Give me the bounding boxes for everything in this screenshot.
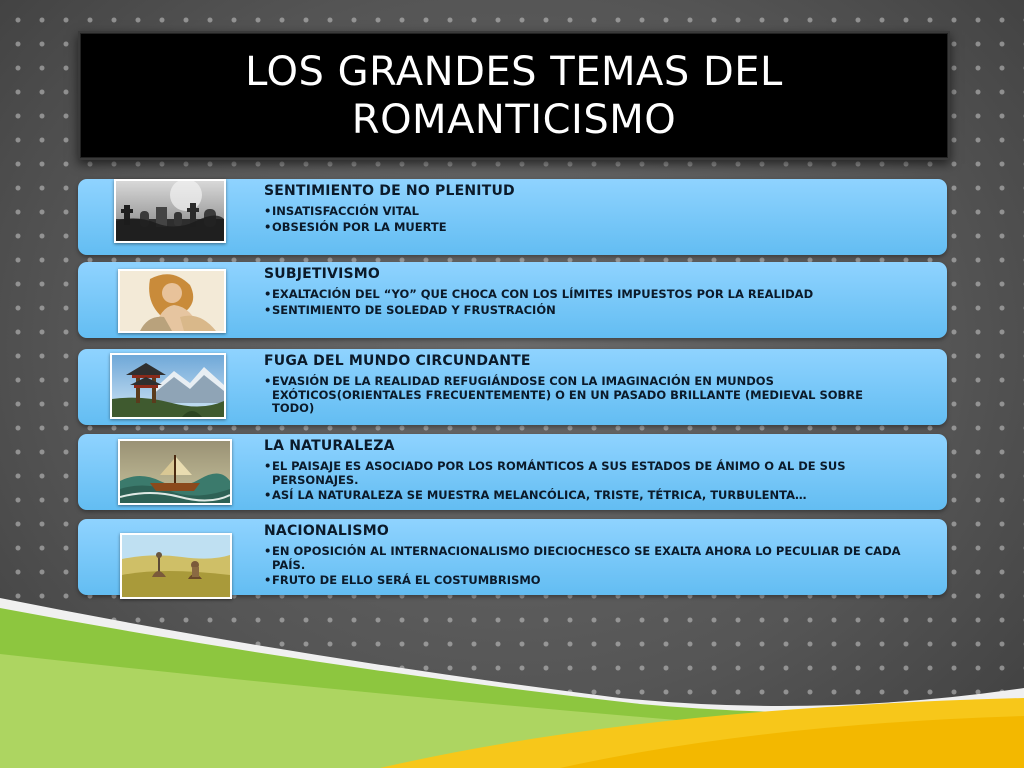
decorative-wave	[0, 598, 1024, 768]
topic-row-naturaleza	[78, 434, 947, 510]
topic-bullets	[264, 288, 909, 319]
pagoda-image	[110, 353, 226, 419]
bullet-item: • ASÍ LA NATURALEZA SE MUESTRA MELANCÓLICA, TRISTE, TÉTRICA, TURBULENTA…	[264, 489, 909, 503]
bullet-item: • INSATISFACCIÓN VITAL	[264, 205, 909, 219]
bullet-item: • SENTIMIENTO DE SOLEDAD Y FRUSTRACIÓN	[264, 304, 909, 318]
topic-heading: FUGA DEL MUNDO CIRCUNDANTE	[264, 353, 531, 369]
bullet-item: • FRUTO DE ELLO SERÁ EL COSTUMBRISMO	[264, 574, 909, 588]
bullet-item: • EXALTACIÓN DEL “YO” QUE CHOCA CON LOS LÍMITES IMPUESTOS POR LA REALIDAD	[264, 288, 909, 302]
topic-heading: LA NATURALEZA	[264, 438, 395, 454]
topic-heading: NACIONALISMO	[264, 523, 389, 539]
don-quixote-image	[120, 533, 232, 599]
slide-title: LOS GRANDES TEMAS DEL ROMANTICISMO	[245, 48, 783, 143]
topic-row-sentimiento	[78, 179, 947, 255]
topic-row-nacionalismo	[78, 519, 947, 595]
topic-row-fuga	[78, 349, 947, 425]
bullet-item: • EL PAISAJE ES ASOCIADO POR LOS ROMÁNTICOS A SUS ESTADOS DE ÁNIMO O AL DE SUS PERSONAJES.	[264, 460, 909, 487]
topic-bullets	[264, 545, 909, 590]
bullet-item: • OBSESIÓN POR LA MUERTE	[264, 221, 909, 235]
topic-bullets	[264, 205, 909, 236]
topic-heading: SENTIMIENTO DE NO PLENITUD	[264, 183, 515, 199]
topic-heading: SUBJETIVISMO	[264, 266, 381, 282]
topic-bullets	[264, 460, 909, 505]
woman-portrait-image	[118, 269, 226, 333]
topic-row-subjetivismo	[78, 262, 947, 338]
title-box	[78, 31, 950, 160]
cemetery-image	[114, 179, 226, 243]
topic-bullets	[264, 375, 909, 418]
bullet-item: • EVASIÓN DE LA REALIDAD REFUGIÁNDOSE CON LA IMAGINACIÓN EN MUNDOS EXÓTICOS(ORIENTALES FRECUENTEMENTE) O EN UN PASADO BRILLANTE (MEDIEVAL SOBRE TODO)	[264, 375, 909, 416]
sailing-ship-image	[118, 439, 232, 505]
bullet-item: • EN OPOSICIÓN AL INTERNACIONALISMO DIECIOCHESCO SE EXALTA AHORA LO PECULIAR DE CADA PAÍS.	[264, 545, 909, 572]
